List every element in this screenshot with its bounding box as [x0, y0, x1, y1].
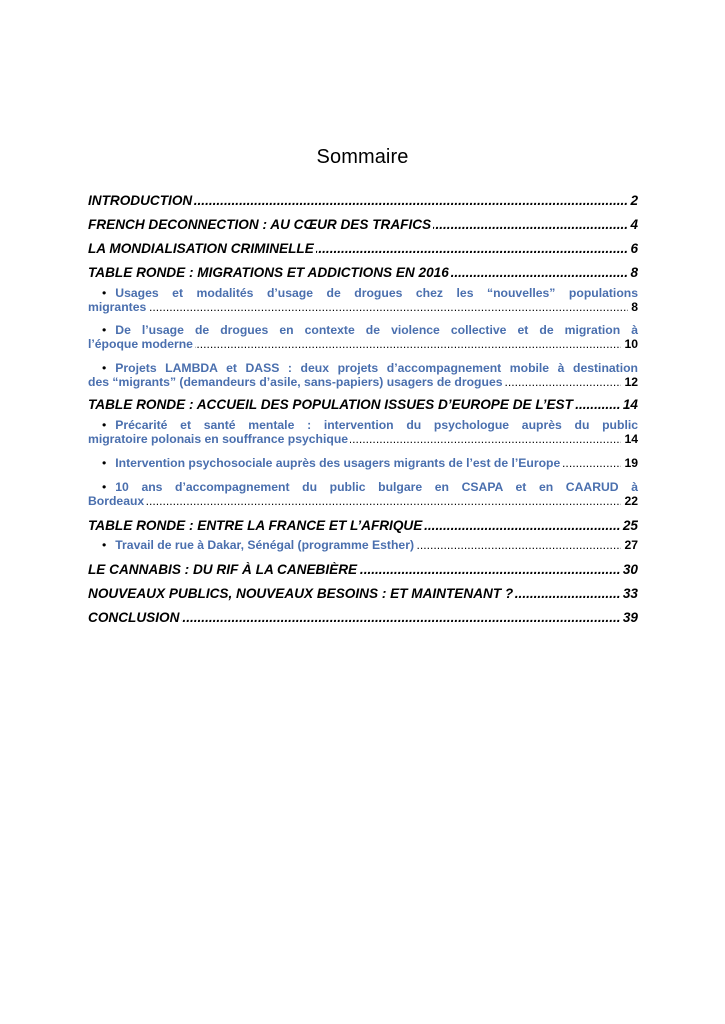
- toc-subentry-violence[interactable]: [88, 323, 638, 361]
- toc-subentry-dakar[interactable]: [88, 538, 638, 562]
- toc-subentry-title: Précarité et santé mentale : intervention du psychologue auprès du public: [115, 418, 638, 432]
- toc-entry-title: LE CANNABIS : DU RIF À LA CANEBIÈRE: [88, 562, 358, 577]
- toc-entry-title: TABLE RONDE : ACCUEIL DES POPULATION ISSUES D’EUROPE DE L’EST: [88, 397, 573, 412]
- toc-subentry-title: De l’usage de drogues en contexte de violence collective et de migration à: [115, 323, 638, 337]
- toc-page-number: 25: [620, 518, 638, 533]
- toc-subentry-title-cont: migrantes: [88, 300, 147, 314]
- toc-subentry-title-cont: Bordeaux: [88, 494, 145, 508]
- toc-page-number: 12: [621, 375, 638, 389]
- toc-entry-french-deconnection[interactable]: [88, 217, 638, 241]
- page-title: Sommaire: [316, 146, 409, 168]
- toc-page-number: 27: [621, 538, 638, 552]
- toc-page-number: 19: [621, 456, 638, 470]
- toc-page-number: 6: [627, 241, 638, 256]
- toc-entry-introduction[interactable]: [88, 193, 638, 217]
- bullet-icon: •: [102, 456, 107, 470]
- toc-subentry-title: Projets LAMBDA et DASS : deux projets d’accompagnement mobile à destination: [115, 361, 638, 375]
- toc-subentry-title-cont: des “migrants” (demandeurs d’asile, sans-papiers) usagers de drogues: [88, 375, 503, 389]
- toc-entry-title: TABLE RONDE : ENTRE LA FRANCE ET L’AFRIQUE: [88, 518, 423, 533]
- table-of-contents: [88, 193, 638, 634]
- toc-entry-mondialisation[interactable]: [88, 241, 638, 265]
- toc-page-number: 4: [627, 217, 638, 232]
- toc-entry-title: LA MONDIALISATION CRIMINELLE: [88, 241, 314, 256]
- leader-dots: [88, 300, 638, 314]
- toc-page-number: 10: [621, 337, 638, 351]
- bullet-icon: •: [102, 418, 107, 432]
- toc-page-number: 2: [627, 193, 638, 208]
- toc-page-number: 22: [621, 494, 638, 508]
- toc-entry-conclusion[interactable]: [88, 610, 638, 634]
- bullet-icon: •: [102, 323, 107, 337]
- bullet-icon: •: [102, 480, 107, 494]
- toc-page-number: 8: [627, 265, 638, 280]
- toc-entry-title: CONCLUSION: [88, 610, 180, 625]
- toc-page-number: 14: [621, 432, 638, 446]
- toc-page-number: 30: [620, 562, 638, 577]
- toc-subentry-title-cont: migratoire polonais en souffrance psychique: [88, 432, 349, 446]
- toc-entry-title: TABLE RONDE : MIGRATIONS ET ADDICTIONS EN 2016: [88, 265, 449, 280]
- toc-subentry-usages[interactable]: [88, 286, 638, 323]
- toc-subentry-intervention-psychosociale[interactable]: [88, 456, 638, 480]
- toc-subentry-title: 10 ans d’accompagnement du public bulgare en CSAPA et en CAARUD à: [115, 480, 638, 494]
- toc-subentry-bulgare[interactable]: [88, 480, 638, 518]
- toc-subentry-precarite[interactable]: [88, 418, 638, 456]
- toc-page-number: 14: [620, 397, 638, 412]
- toc-subentry-lambda-dass[interactable]: [88, 361, 638, 397]
- toc-subentry-title: Usages et modalités d’usage de drogues chez les “nouvelles” populations: [115, 286, 638, 300]
- toc-entry-title: NOUVEAUX PUBLICS, NOUVEAUX BESOINS : ET MAINTENANT ?: [88, 586, 514, 601]
- toc-subentry-title-cont: l’époque moderne: [88, 337, 193, 351]
- toc-entry-title: INTRODUCTION: [88, 193, 193, 208]
- toc-entry-nouveaux-publics[interactable]: [88, 586, 638, 610]
- bullet-icon: •: [102, 361, 107, 375]
- toc-entry-cannabis[interactable]: [88, 562, 638, 586]
- toc-subentry-title: Travail de rue à Dakar, Sénégal (programme Esther): [115, 538, 414, 552]
- toc-page-number: 8: [628, 300, 638, 314]
- toc-entry-title: FRENCH DECONNECTION : AU CŒUR DES TRAFICS: [88, 217, 432, 232]
- bullet-icon: •: [102, 286, 107, 300]
- toc-page-number: 39: [620, 610, 638, 625]
- toc-page-number: 33: [620, 586, 638, 601]
- leader-dots: [88, 494, 638, 508]
- toc-subentry-title: Intervention psychosociale auprès des usagers migrants de l’est de l’Europe: [115, 456, 561, 470]
- bullet-icon: •: [102, 538, 107, 552]
